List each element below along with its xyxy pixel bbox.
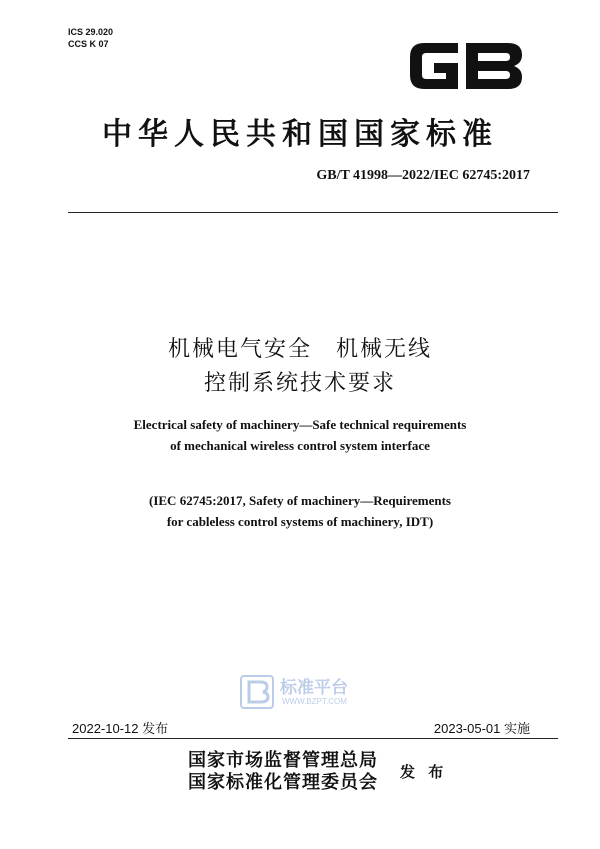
issue-date: 2022-10-12 发布 xyxy=(72,721,169,736)
equivalence-line1: (IEC 62745:2017, Safety of machinery—Requirements xyxy=(149,493,451,508)
issuer-line2: 国家标准化管理委员会 xyxy=(188,772,378,793)
issuing-authorities xyxy=(188,750,378,794)
footer-divider xyxy=(68,738,558,739)
effective-date: 2023-05-01 实施 xyxy=(433,721,530,736)
issuer-line1: 国家市场监督管理总局 xyxy=(188,750,378,771)
chinese-title-line2: 控制系统技术要求 xyxy=(203,371,396,396)
classification-codes xyxy=(68,26,113,50)
b-logo-icon xyxy=(240,675,274,709)
national-standard-title: 中华人民共和国国家标准 xyxy=(102,117,498,152)
watermark xyxy=(240,673,370,713)
watermark-text: 标准平台 xyxy=(280,678,348,698)
publish-label: 发 布 xyxy=(400,763,448,781)
gb-logo-icon xyxy=(404,35,528,97)
ccs-code: CCS K 07 xyxy=(68,39,109,49)
standard-number: GB/T 41998—2022/IEC 62745:2017 xyxy=(316,168,530,183)
chinese-title-line1: 机械电气安全 机械无线 xyxy=(167,337,432,362)
ics-code: ICS 29.020 xyxy=(68,27,114,37)
watermark-url: WWW.BZPT.COM xyxy=(282,697,347,706)
english-title-line1: Electrical safety of machinery—Safe technical requirements xyxy=(133,417,467,432)
english-title-line2: of mechanical wireless control system interface xyxy=(170,438,430,453)
equivalence-line2: for cableless control systems of machinery, IDT) xyxy=(166,514,434,529)
header-divider xyxy=(68,212,558,213)
